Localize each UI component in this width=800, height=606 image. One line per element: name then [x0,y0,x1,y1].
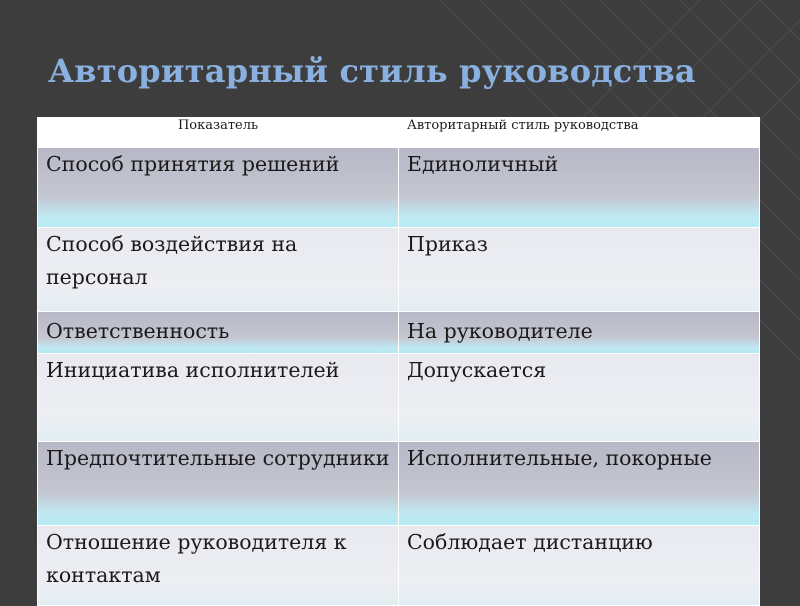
table-header-row [38,118,760,148]
table-row [38,442,760,526]
header-indicator: Показатель [38,118,399,148]
indicator-cell: Инициатива исполнителей [38,354,399,442]
indicator-cell: Способ принятия решений [38,148,399,228]
indicator-cell: Ответственность [38,312,399,354]
value-cell: Допускается [399,354,760,442]
comparison-table [37,117,760,606]
table-row [38,526,760,606]
value-cell: Исполнительные, покорные [399,442,760,526]
header-style: Авторитарный стиль руководства [399,118,760,148]
indicator-cell: Предпочтительные сотрудники [38,442,399,526]
table-row [38,228,760,312]
value-cell: На руководителе [399,312,760,354]
value-cell: Соблюдает дистанцию [399,526,760,606]
indicator-cell: Способ воздействия на персонал [38,228,399,312]
indicator-cell: Отношение руководителя к контактам [38,526,399,606]
page-title: Авторитарный стиль руководства [48,52,696,90]
table-row [38,148,760,228]
value-cell: Единоличный [399,148,760,228]
table-row [38,354,760,442]
table-row [38,312,760,354]
value-cell: Приказ [399,228,760,312]
